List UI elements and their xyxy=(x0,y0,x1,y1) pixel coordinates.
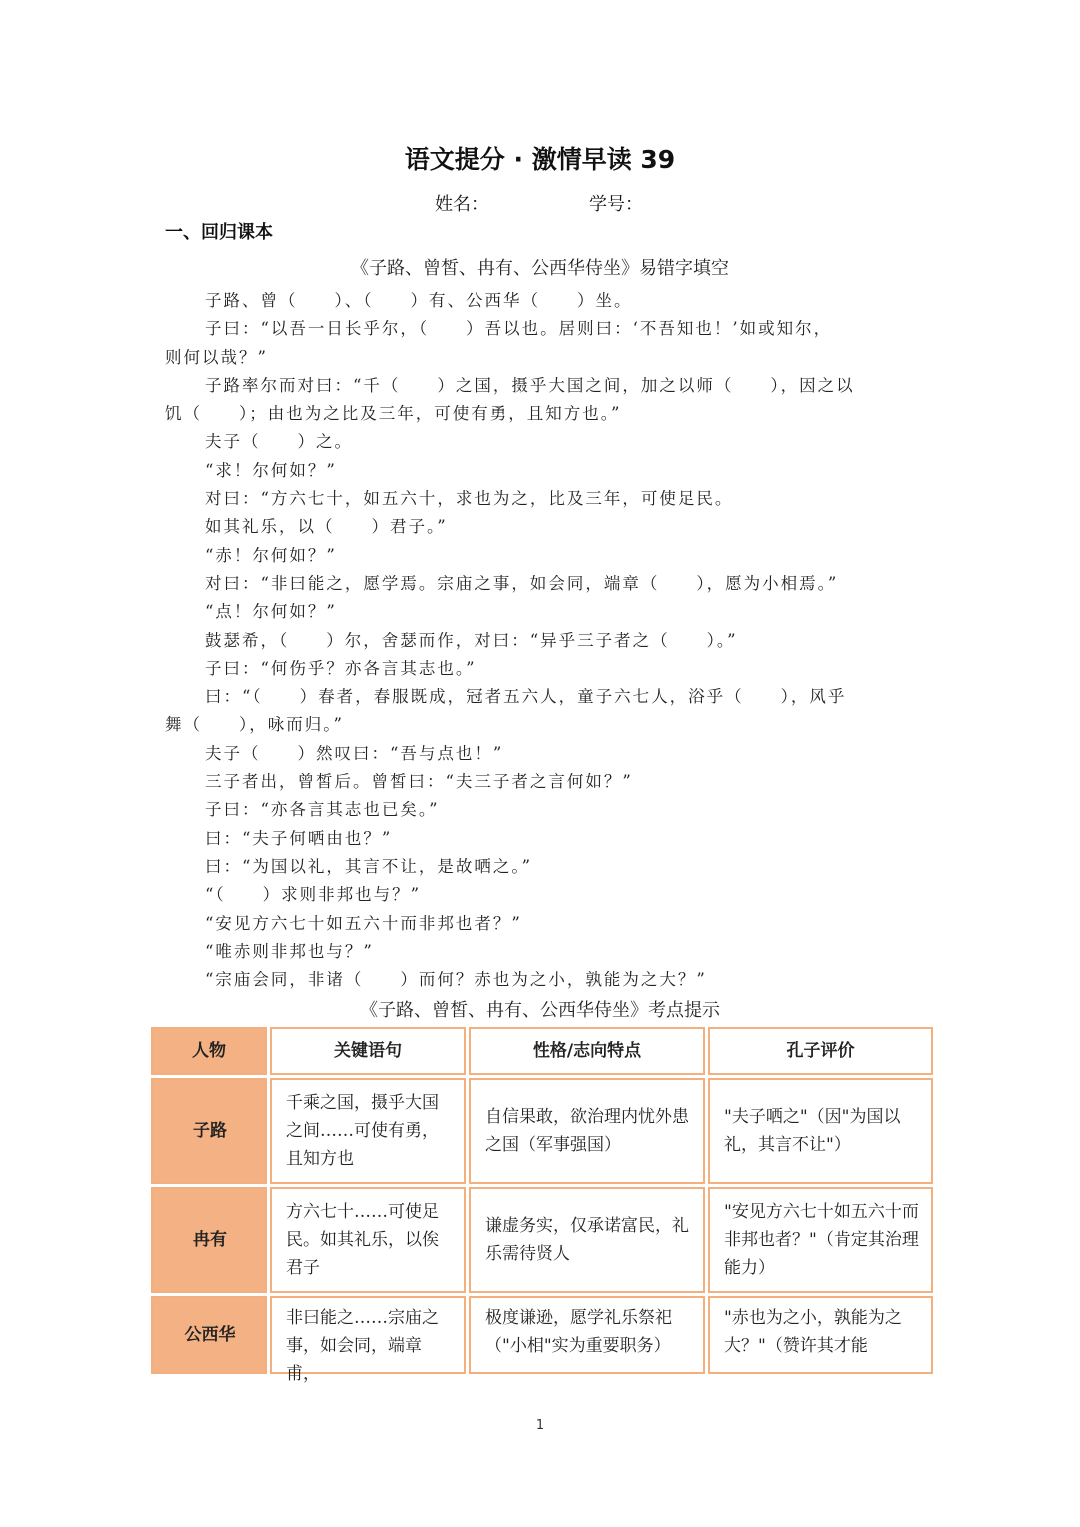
passage-line: “赤！尔何如？” xyxy=(205,545,337,565)
table-row xyxy=(151,1078,933,1184)
passage-line: 舞（ ），咏而归。” xyxy=(165,715,344,735)
passage-line: 对曰：“方六七十，如五六十，求也为之，比及三年，可使足民。 xyxy=(205,489,734,509)
passage-line: 对曰：“非曰能之，愿学焉。宗庙之事，如会同，端章（ ），愿为小相焉。” xyxy=(205,573,839,593)
passage-line: 子路率尔而对曰：“千（ ）之国，摄乎大国之间，加之以师（ ），因之以 xyxy=(205,375,855,395)
passage-line: 曰：“（ ）春者，春服既成，冠者五六人，童子六七人，浴乎（ ），风乎 xyxy=(205,687,847,707)
person-name: 公西华 xyxy=(151,1296,267,1374)
passage-line: 饥（ ）；由也为之比及三年，可使有勇，且知方也。” xyxy=(165,404,622,424)
header-evaluation: 孔子评价 xyxy=(708,1027,933,1075)
evaluation-text: "赤也为之小，孰能为之大？"（赞许其才能 xyxy=(724,1308,902,1356)
passage-text xyxy=(165,287,925,994)
name-row xyxy=(435,190,643,216)
key-sentence-cell: 千乘之国，摄乎大国之间……可使有勇，且知方也 xyxy=(270,1078,466,1184)
passage-line: 子曰：“以吾一日长乎尔，（ ）吾以也。居则曰：‘不吾知也！’如或知尔， xyxy=(205,319,833,339)
passage-line: “安见方六七十如五六十而非邦也者？” xyxy=(205,913,522,933)
key-points-table xyxy=(148,1024,936,1384)
key-points-subtitle: 《子路、曾皙、冉有、公西华侍坐》考点提示 xyxy=(360,1000,720,1021)
trait-cell xyxy=(469,1296,705,1374)
passage-line: “（ ）求则非邦也与？” xyxy=(205,885,422,905)
student-id-label: 学号： xyxy=(589,194,643,215)
passage-line: 曰：“夫子何哂由也？” xyxy=(205,828,393,848)
passage-line: 夫子（ ）然叹曰：“吾与点也！” xyxy=(205,743,504,763)
passage-line: 三子者出，曾皙后。曾皙曰：“夫三子者之言何如？” xyxy=(205,772,633,792)
passage-line: “唯赤则非邦也与？” xyxy=(205,941,374,961)
fill-in-subtitle: 《子路、曾皙、冉有、公西华侍坐》易错字填空 xyxy=(351,258,729,279)
page-title: 语文提分 · 激情早读 39 xyxy=(404,145,676,174)
evaluation-cell: "夫子哂之"（因"为国以礼，其言不让"） xyxy=(708,1078,933,1184)
passage-line: 则何以哉？” xyxy=(165,347,268,367)
person-name: 冉有 xyxy=(151,1187,267,1293)
passage-line: 子路、曾（ ）、（ ）有、公西华（ ）坐。 xyxy=(205,291,633,310)
header-key-sentence: 关键语句 xyxy=(270,1027,466,1075)
section-heading: 一、回归课本 xyxy=(165,222,273,243)
person-name: 子路 xyxy=(151,1078,267,1184)
evaluation-cell: "安见方六七十如五六十而非邦也者？"（肯定其治理能力） xyxy=(708,1187,933,1293)
page-number: 1 xyxy=(535,1418,545,1433)
passage-line: 夫子（ ）之。 xyxy=(205,432,353,452)
header-trait: 性格/志向特点 xyxy=(469,1027,705,1075)
passage-line: 曰：“为国以礼，其言不让，是故哂之。” xyxy=(205,856,533,876)
trait-cell: 自信果敢，欲治理内忧外患之国（军事强国） xyxy=(469,1078,705,1184)
table-row xyxy=(151,1187,933,1293)
trait-text: 极度谦逊，愿学礼乐祭祀（"小相"实为重要职务） xyxy=(485,1308,672,1356)
passage-line: 如其礼乐，以（ ）君子。” xyxy=(205,517,448,537)
table-header-row xyxy=(151,1027,933,1075)
passage-line: 子曰：“亦各言其志也已矣。” xyxy=(205,800,440,820)
key-sentence-text: 非曰能之……宗庙之事，如会同，端章甫， xyxy=(286,1308,439,1384)
name-label: 姓名： xyxy=(435,194,489,215)
passage-line: “求！尔何如？” xyxy=(205,460,337,480)
trait-cell: 谦虚务实，仅承诺富民，礼乐需待贤人 xyxy=(469,1187,705,1293)
evaluation-cell xyxy=(708,1296,933,1374)
passage-line: “点！尔何如？” xyxy=(205,602,337,622)
passage-line: 子曰：“何伤乎？亦各言其志也。” xyxy=(205,658,477,678)
table-row xyxy=(151,1296,933,1374)
passage-line: “宗庙会同，非诸（ ）而何？赤也为之小，孰能为之大？” xyxy=(205,970,707,990)
key-sentence-cell xyxy=(270,1296,466,1384)
header-person: 人物 xyxy=(151,1027,267,1075)
passage-line: 鼓瑟希，（ ）尔，舍瑟而作，对曰：“异乎三子者之（ ）。” xyxy=(205,630,738,650)
key-sentence-cell: 方六七十……可使足民。如其礼乐，以俟君子 xyxy=(270,1187,466,1293)
